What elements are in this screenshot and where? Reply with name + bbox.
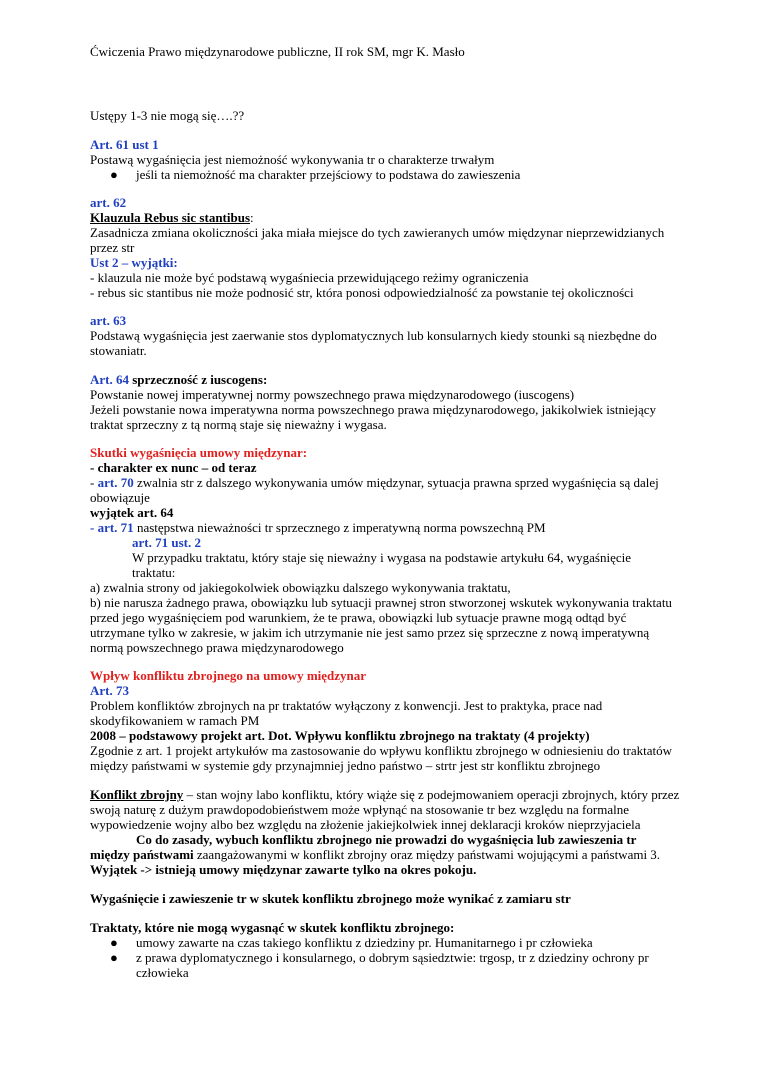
art-63-heading: art. 63 bbox=[90, 313, 127, 328]
art-71-ust-2-line-1: W przypadku traktatu, który staje się nieważny i wygasa na podstawie artykułu 64, wygaśnięcie bbox=[132, 550, 632, 565]
point-b-line-2: przed jego wygaśnięciem pod warunkiem, że te prawa, obowiązki lub sytuacje prawne mogą odtąd być bbox=[90, 610, 627, 625]
art-70-dash: - bbox=[90, 475, 98, 490]
wplyw-line-5: między państwami w systemie gdy przynajmniej jedno państwo – strtr jest str konfliktu zbrojnego bbox=[90, 758, 601, 773]
art-64-subject: sprzeczność z iuscogens: bbox=[129, 372, 268, 387]
traktaty-heading: Traktaty, które nie mogą wygasnąć w skutek konfliktu zbrojnego: bbox=[90, 920, 455, 935]
page-header: Ćwiczenia Prawo międzynarodowe publiczne, II rok SM, mgr K. Masło bbox=[90, 44, 465, 59]
exception-2: - rebus sic stantibus nie może podnosić str, która ponosi odpowiedzialność za powstanie tej okoliczności bbox=[90, 285, 634, 300]
art-70-line-2: obowiązuje bbox=[90, 490, 150, 505]
wyjatek-64: wyjątek art. 64 bbox=[90, 505, 174, 520]
wplyw-line-3: 2008 – podstawowy projekt art. Dot. Wpływu konfliktu zbrojnego na traktaty (4 projekty) bbox=[90, 728, 590, 743]
wygasniecie-text: Wygaśnięcie i zawieszenie tr w skutek konfliktu zbrojnego może wynikać z zamiaru str bbox=[90, 891, 571, 906]
traktaty-bullet-1 bbox=[110, 935, 593, 950]
rebus-title: Klauzula Rebus sic stantibus bbox=[90, 210, 251, 225]
rebus-heading bbox=[90, 210, 254, 225]
rebus-colon: : bbox=[250, 210, 254, 225]
art-64-line-2: Jeżeli powstanie nowa imperatywna norma powszechnego prawa międzynarodowego, jakikolwiek istniejący bbox=[90, 402, 657, 417]
art-61-heading: Art. 61 ust 1 bbox=[90, 137, 159, 152]
art-71-ust-2-heading: art. 71 ust. 2 bbox=[132, 535, 201, 550]
point-b-line-1: b) nie narusza żadnego prawa, obowiązku lub sytuacji prawnej stron stworzonej wskutek wykonywania traktatu bbox=[90, 595, 672, 610]
konflikt-line-1 bbox=[90, 787, 679, 802]
konflikt-line-5 bbox=[90, 847, 660, 862]
ust-2-heading: Ust 2 – wyjątki: bbox=[90, 255, 178, 270]
bullet-icon: ● bbox=[110, 935, 118, 950]
art-62-heading: art. 62 bbox=[90, 195, 127, 210]
traktaty-bullet-1-text: umowy zawarte na czas takiego konfliktu z dziedziny pr. Humanitarnego i pr człowieka bbox=[136, 935, 593, 950]
traktaty-bullet-2-text: z prawa dyplomatycznego i konsularnego, o dobrym sąsiedztwie: trgosp, tr z dziedziny ochrony pr bbox=[136, 950, 649, 965]
art-71-text: następstwa nieważności tr sprzecznego z imperatywną norma powszechną PM bbox=[133, 520, 546, 535]
art-64-ref: Art. 64 bbox=[90, 372, 129, 387]
art-61-bullet-text: jeśli ta niemożność ma charakter przejściowy to podstawa do zawieszenia bbox=[136, 167, 521, 182]
art-62-line-1: Zasadnicza zmiana okoliczności jaka miała miejsce do tych zawieranych umów międzynar nieprzewidzianych bbox=[90, 225, 665, 240]
art-71-line bbox=[90, 520, 546, 535]
art-61-text: Postawą wygaśnięcia jest niemożność wykonywania tr o charakterze trwałym bbox=[90, 152, 495, 167]
wplyw-line-1: Problem konfliktów zbrojnych na pr traktatów wyłączony z konwencji. Jest to praktyka, prace nad bbox=[90, 698, 603, 713]
wplyw-line-2: skodyfikowaniem w ramach PM bbox=[90, 713, 260, 728]
art-64-line-3: traktat sprzeczny z tą normą staje się nieważny i wygasa. bbox=[90, 417, 387, 432]
art-62-line-2: przez str bbox=[90, 240, 135, 255]
konflikt-def: – stan wojny labo konfliktu, który wiąże się z podejmowaniem operacji zbrojnych, który przez bbox=[183, 787, 680, 802]
art-71-ref: - art. 71 bbox=[90, 520, 134, 535]
art-63-line-2: stowaniatr. bbox=[90, 343, 147, 358]
traktaty-bullet-2 bbox=[110, 950, 649, 965]
wplyw-heading: Wpływ konfliktu zbrojnego na umowy międzynar bbox=[90, 668, 367, 683]
intro-text: Ustępy 1-3 nie mogą się….?? bbox=[90, 108, 245, 123]
skutki-heading: Skutki wygaśnięcia umowy międzynar: bbox=[90, 445, 308, 460]
art-64-heading bbox=[90, 372, 267, 387]
art-63-line-1: Podstawą wygaśnięcia jest zaerwanie stos dyplomatycznych lub konsularnych kiedy stounki są niezbędne do bbox=[90, 328, 657, 343]
art-70-ref: art. 70 bbox=[97, 475, 134, 490]
bullet-icon: ● bbox=[110, 950, 118, 965]
konflikt-line-5-rest: zaangażowanymi w konflikt zbrojny oraz między państwami wojującymi a państwami 3. bbox=[193, 847, 661, 862]
art-70-text: zwalnia str z dalszego wykonywania umów międzynar, sytuacja prawna sprzed wygaśnięcia są dalej bbox=[133, 475, 659, 490]
konflikt-line-4: Co do zasady, wybuch konfliktu zbrojnego nie prowadzi do wygaśnięcia lub zawieszenia tr bbox=[136, 832, 637, 847]
wplyw-line-4: Zgodnie z art. 1 projekt artykułów ma zastosowanie do wpływu konfliktu zbrojnego w odniesieniu do traktatów bbox=[90, 743, 672, 758]
point-b-line-4: normą powszechnego prawa międzynarodowego bbox=[90, 640, 344, 655]
konflikt-between-states: między państwami bbox=[90, 847, 194, 862]
point-a: a) zwalnia strony od jakiegokolwiek obowiązku dalszego wykonywania traktatu, bbox=[90, 580, 511, 595]
art-73-heading: Art. 73 bbox=[90, 683, 129, 698]
konflikt-line-2: swoją naturę z dużym prawdopodobieństwem może wpłynąć na stosowanie tr bez względu na formalne bbox=[90, 802, 629, 817]
konflikt-line-3: wypowiedzenie wojny albo bez względu na złożenie jakiejkolwiek innej deklaracji kroków nieprzyjaciela bbox=[90, 817, 641, 832]
ex-nunc: - charakter ex nunc – od teraz bbox=[90, 460, 257, 475]
bullet-icon: ● bbox=[110, 167, 118, 182]
point-b-line-3: utrzymane tylko w zakresie, w jakim ich utrzymanie nie jest samo przez się sprzeczne z nową imperatywną bbox=[90, 625, 650, 640]
art-71-ust-2-line-2: traktatu: bbox=[132, 565, 176, 580]
art-61-bullet bbox=[110, 167, 521, 182]
traktaty-bullet-2-line-2: człowieka bbox=[136, 965, 189, 980]
art-70-line bbox=[90, 475, 659, 490]
art-64-line-1: Powstanie nowej imperatywnej normy powszechnego prawa międzynarodowego (iuscogens) bbox=[90, 387, 575, 402]
exception-1: - klauzula nie może być podstawą wygaśniecia przewidującego reżimy ograniczenia bbox=[90, 270, 529, 285]
konflikt-line-6: Wyjątek -> istnieją umowy międzynar zawarte tylko na okres pokoju. bbox=[90, 862, 477, 877]
konflikt-term: Konflikt zbrojny bbox=[90, 787, 184, 802]
